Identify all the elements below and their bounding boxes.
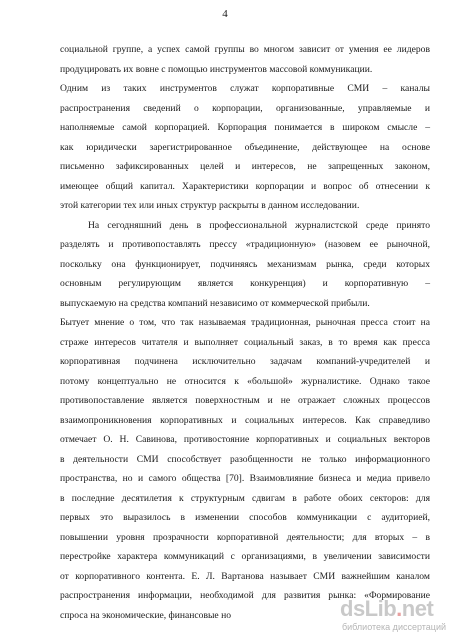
text-line: корпоративная подчинена исключительно задачам компаний-учредителей и: [60, 356, 430, 367]
watermark-logo: [340, 596, 450, 636]
text-line: в деятельности СМИ способствует разобщенности не только информационного: [60, 453, 430, 465]
text-line: отмечает О. Н. Савинова, противостояние корпоративных и социальных векторов: [60, 434, 430, 445]
text-line: в последние десятилетия к структурным сдвигам в работе обоих секторов: для: [60, 492, 430, 504]
text-line: продуцировать их вовне с помощью инструментов массовой коммуникации.: [60, 63, 373, 75]
text-line: спроса на экономические, финансовые но: [60, 609, 232, 621]
text-line: наполняемые самой корпорацией. Корпорация понимается в широком смысле –: [60, 122, 430, 133]
text-line: от корпоративного контента. Е. Л. Вартанова называет СМИ важнейшим каналом: [60, 570, 430, 582]
text-line: первых это выразилось в изменении способов коммуникации с аудиторией,: [60, 512, 430, 523]
text-line: как юридически зарегистрированное объединение, действующее на основе: [60, 141, 430, 153]
text-line: На сегодняшний день в профессиональной журналистской среде принято: [88, 219, 430, 231]
text-line: потому концептуально не относится к «большой» журналистике. Однако такое: [60, 375, 430, 387]
watermark-logo-main: dsLib: [340, 596, 397, 621]
text-line: письменно зафиксированных целей и интересов, не запрещенных законом,: [60, 161, 430, 172]
text-line: перестройке характера коммуникаций с организациями, в увеличении зависимости: [60, 551, 430, 562]
watermark-subtitle: библиотека диссертаций: [342, 622, 447, 632]
page-number: 4: [222, 8, 228, 20]
text-line: взаимопроникновения корпоративных и социальных интересов. Как справедливо: [60, 414, 430, 426]
text-line: повышении уровня прозрачности корпоративной деятельности; для вторых – в: [60, 531, 430, 543]
text-line: поскольку она функционирует, подчиняясь механизмам рынка, среди которых: [60, 258, 430, 270]
body-text: [60, 40, 430, 625]
text-line: страже интересов читателя и выполняет социальный заказ, в то время как пресса: [60, 336, 430, 348]
text-line: распространения сведений о корпорации, организованные, управляемые и: [60, 102, 430, 114]
text-line: Бытует мнение о том, что так называемая традиционная, рыночная пресса стоит на: [60, 317, 430, 328]
text-line: противопоставление является поверхностным и не отражает сложных процессов: [60, 395, 430, 406]
text-line: социальной группе, а успех самой группы во многом зависит от умения ее лидеров: [60, 44, 430, 55]
text-line: пространства, но и самого общества [70]. Взаимовлияние бизнеса и медиа привело: [60, 473, 430, 484]
text-line: Одним из таких инструментов служат корпоративные СМИ – каналы: [60, 83, 430, 94]
text-line: распространения информации, необходимой для развития рынка: «Формирование: [60, 590, 430, 601]
text-line: разделять и противопоставлять прессу «традиционную» (назовем ее рыночной,: [60, 239, 430, 250]
watermark-logo-dot: .: [396, 596, 402, 621]
watermark-logo-text: [340, 596, 433, 622]
watermark-logo-tld: net: [401, 596, 434, 621]
text-line: имеющее общий капитал. Характеристики корпорации и вопрос об отнесении к: [60, 180, 430, 192]
text-line: этой категории тех или иных структур раскрыты в данном исследовании.: [60, 200, 360, 211]
text-line: выпускаемую на средства компаний независимо от коммерческой прибыли.: [60, 297, 370, 309]
text-line: основным регулирующим является конкуренция) и корпоративную –: [60, 278, 430, 289]
